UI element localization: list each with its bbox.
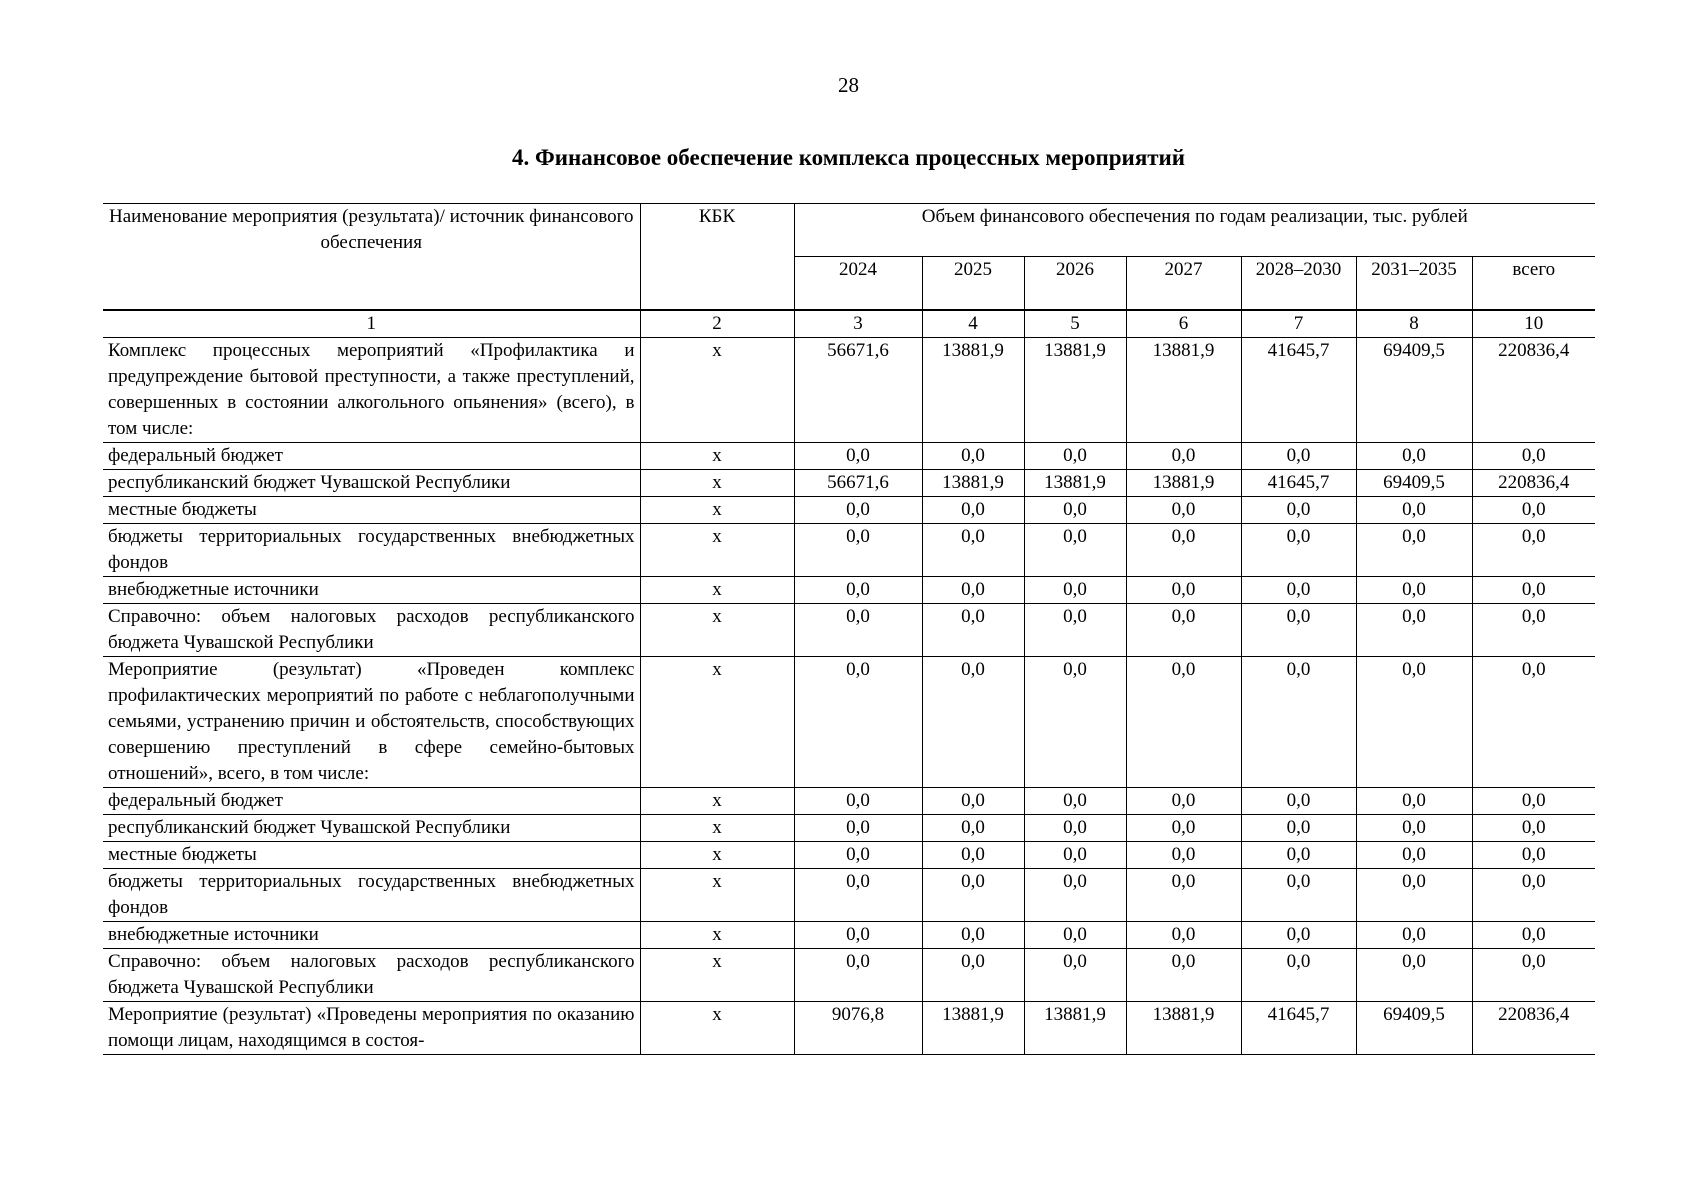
row-value: 0,0 <box>922 577 1024 604</box>
row-value: 0,0 <box>1024 604 1126 657</box>
row-value: 13881,9 <box>1024 1002 1126 1055</box>
table-row <box>103 788 1595 815</box>
row-value: 0,0 <box>1472 949 1595 1002</box>
row-value: 0,0 <box>1472 922 1595 949</box>
row-value: 0,0 <box>1126 577 1241 604</box>
row-value: 0,0 <box>922 604 1024 657</box>
row-value: 0,0 <box>1241 949 1356 1002</box>
table-row <box>103 922 1595 949</box>
row-value: 69409,5 <box>1356 1002 1472 1055</box>
row-value: 0,0 <box>1356 949 1472 1002</box>
row-value: 0,0 <box>1126 949 1241 1002</box>
row-kbk: x <box>640 470 794 497</box>
row-name: Справочно: объем налоговых расходов республиканского бюджета Чувашской Республики <box>103 949 640 1002</box>
row-value: 69409,5 <box>1356 470 1472 497</box>
row-value: 0,0 <box>922 842 1024 869</box>
row-value: 69409,5 <box>1356 338 1472 443</box>
row-kbk: x <box>640 657 794 788</box>
row-value: 0,0 <box>1472 657 1595 788</box>
row-value: 0,0 <box>1356 869 1472 922</box>
row-value: 0,0 <box>1356 842 1472 869</box>
row-value: 0,0 <box>922 443 1024 470</box>
row-kbk: x <box>640 443 794 470</box>
page-number: 28 <box>838 73 859 97</box>
row-value: 0,0 <box>794 524 922 577</box>
row-kbk: x <box>640 338 794 443</box>
column-number-row <box>103 310 1595 338</box>
row-kbk: x <box>640 524 794 577</box>
row-name: Мероприятие (результат) «Проведены мероприятия по оказанию помощи лицам, находящимся в состоя- <box>103 1002 640 1055</box>
header-name: Наименование мероприятия (результата)/ источник финансового обеспечения <box>103 204 640 311</box>
row-value: 0,0 <box>1472 815 1595 842</box>
row-value: 0,0 <box>922 657 1024 788</box>
section-title: 4. Финансовое обеспечение комплекса процессных мероприятий <box>511 145 1186 170</box>
row-name: местные бюджеты <box>103 497 640 524</box>
row-name: Комплекс процессных мероприятий «Профилактика и предупреждение бытовой преступности, а также преступлений, совершенных в состоянии алкогольного опьянения» (всего), в том числе: <box>103 338 640 443</box>
row-value: 0,0 <box>1024 657 1126 788</box>
row-value: 0,0 <box>794 657 922 788</box>
row-kbk: x <box>640 842 794 869</box>
row-value: 220836,4 <box>1472 470 1595 497</box>
year-2024: 2024 <box>794 257 922 311</box>
table-row <box>103 815 1595 842</box>
row-value: 0,0 <box>794 497 922 524</box>
row-value: 0,0 <box>1024 949 1126 1002</box>
row-value: 0,0 <box>1472 604 1595 657</box>
year-2031-2035: 2031–2035 <box>1356 257 1472 311</box>
row-name: Мероприятие (результат) «Проведен комплекс профилактических мероприятий по работе с неблагополучными семьями, устранению причин и обстоятельств, способствующих совершению преступлений в сфере семейно-бытовых отношений», всего, в том числе: <box>103 657 640 788</box>
row-value: 0,0 <box>1126 869 1241 922</box>
row-name: внебюджетные источники <box>103 577 640 604</box>
row-kbk: x <box>640 577 794 604</box>
table-row <box>103 338 1595 443</box>
table-row <box>103 657 1595 788</box>
row-value: 0,0 <box>1356 815 1472 842</box>
year-total: всего <box>1472 257 1595 311</box>
row-value: 0,0 <box>1472 577 1595 604</box>
row-value: 0,0 <box>1241 842 1356 869</box>
row-value: 13881,9 <box>922 338 1024 443</box>
row-value: 0,0 <box>1241 869 1356 922</box>
row-kbk: x <box>640 815 794 842</box>
row-value: 0,0 <box>1356 443 1472 470</box>
row-value: 56671,6 <box>794 338 922 443</box>
column-number: 2 <box>640 310 794 338</box>
row-value: 0,0 <box>1126 604 1241 657</box>
row-kbk: x <box>640 497 794 524</box>
table-row <box>103 869 1595 922</box>
row-value: 0,0 <box>794 788 922 815</box>
column-number: 10 <box>1472 310 1595 338</box>
row-value: 0,0 <box>794 922 922 949</box>
row-value: 0,0 <box>1356 922 1472 949</box>
row-name: федеральный бюджет <box>103 443 640 470</box>
row-kbk: x <box>640 604 794 657</box>
row-value: 0,0 <box>794 842 922 869</box>
row-value: 13881,9 <box>1024 338 1126 443</box>
row-value: 13881,9 <box>922 470 1024 497</box>
column-number: 8 <box>1356 310 1472 338</box>
year-2025: 2025 <box>922 257 1024 311</box>
table-row <box>103 1002 1595 1055</box>
row-value: 0,0 <box>794 443 922 470</box>
row-value: 0,0 <box>1024 524 1126 577</box>
row-kbk: x <box>640 788 794 815</box>
row-value: 0,0 <box>1356 788 1472 815</box>
row-value: 0,0 <box>922 497 1024 524</box>
row-name: республиканский бюджет Чувашской Республики <box>103 470 640 497</box>
table-row <box>103 604 1595 657</box>
row-value: 0,0 <box>922 922 1024 949</box>
row-value: 0,0 <box>1356 604 1472 657</box>
row-value: 0,0 <box>1356 657 1472 788</box>
row-kbk: x <box>640 949 794 1002</box>
table-row <box>103 577 1595 604</box>
column-number: 3 <box>794 310 922 338</box>
row-value: 13881,9 <box>1126 470 1241 497</box>
table-row <box>103 470 1595 497</box>
row-kbk: x <box>640 869 794 922</box>
row-value: 0,0 <box>922 788 1024 815</box>
row-value: 41645,7 <box>1241 338 1356 443</box>
row-value: 41645,7 <box>1241 470 1356 497</box>
row-value: 0,0 <box>1356 524 1472 577</box>
row-name: внебюджетные источники <box>103 922 640 949</box>
row-name: Справочно: объем налоговых расходов республиканского бюджета Чувашской Республики <box>103 604 640 657</box>
row-value: 9076,8 <box>794 1002 922 1055</box>
row-value: 0,0 <box>1241 788 1356 815</box>
row-value: 0,0 <box>1024 788 1126 815</box>
row-value: 13881,9 <box>1126 338 1241 443</box>
row-value: 0,0 <box>922 949 1024 1002</box>
table-row <box>103 524 1595 577</box>
row-value: 0,0 <box>1472 788 1595 815</box>
row-value: 0,0 <box>1126 497 1241 524</box>
row-value: 0,0 <box>1241 497 1356 524</box>
row-value: 0,0 <box>1241 922 1356 949</box>
year-2026: 2026 <box>1024 257 1126 311</box>
column-number: 7 <box>1241 310 1356 338</box>
row-value: 0,0 <box>1472 497 1595 524</box>
row-name: республиканский бюджет Чувашской Республики <box>103 815 640 842</box>
row-value: 0,0 <box>1024 869 1126 922</box>
row-value: 0,0 <box>1241 604 1356 657</box>
row-value: 0,0 <box>1024 577 1126 604</box>
column-number: 6 <box>1126 310 1241 338</box>
row-value: 0,0 <box>1024 443 1126 470</box>
column-number: 4 <box>922 310 1024 338</box>
column-number: 1 <box>103 310 640 338</box>
financing-table <box>103 203 1595 1055</box>
row-kbk: x <box>640 922 794 949</box>
header-volume: Объем финансового обеспечения по годам реализации, тыс. рублей <box>794 204 1595 257</box>
row-value: 0,0 <box>1356 497 1472 524</box>
table-row <box>103 842 1595 869</box>
table-row <box>103 443 1595 470</box>
row-value: 0,0 <box>794 815 922 842</box>
row-value: 0,0 <box>1241 524 1356 577</box>
row-value: 0,0 <box>794 577 922 604</box>
row-value: 0,0 <box>1472 869 1595 922</box>
row-value: 0,0 <box>1126 815 1241 842</box>
row-value: 0,0 <box>1126 922 1241 949</box>
row-value: 0,0 <box>1472 842 1595 869</box>
row-value: 56671,6 <box>794 470 922 497</box>
row-value: 0,0 <box>1241 443 1356 470</box>
row-value: 0,0 <box>922 815 1024 842</box>
row-value: 0,0 <box>1024 842 1126 869</box>
row-value: 0,0 <box>1241 657 1356 788</box>
row-value: 0,0 <box>1126 842 1241 869</box>
header-kbk: КБК <box>640 204 794 311</box>
year-2028-2030: 2028–2030 <box>1241 257 1356 311</box>
row-value: 0,0 <box>794 869 922 922</box>
row-value: 41645,7 <box>1241 1002 1356 1055</box>
row-value: 13881,9 <box>922 1002 1024 1055</box>
row-value: 220836,4 <box>1472 1002 1595 1055</box>
row-value: 0,0 <box>922 524 1024 577</box>
row-name: местные бюджеты <box>103 842 640 869</box>
row-value: 0,0 <box>1472 443 1595 470</box>
row-value: 0,0 <box>1241 815 1356 842</box>
row-value: 0,0 <box>1126 524 1241 577</box>
row-name: бюджеты территориальных государственных внебюджетных фондов <box>103 524 640 577</box>
header-row <box>103 204 1595 257</box>
row-value: 0,0 <box>1126 657 1241 788</box>
row-value: 0,0 <box>1472 524 1595 577</box>
row-value: 0,0 <box>1024 922 1126 949</box>
row-value: 0,0 <box>1126 443 1241 470</box>
row-name: бюджеты территориальных государственных внебюджетных фондов <box>103 869 640 922</box>
row-name: федеральный бюджет <box>103 788 640 815</box>
year-2027: 2027 <box>1126 257 1241 311</box>
row-value: 220836,4 <box>1472 338 1595 443</box>
table-row <box>103 949 1595 1002</box>
row-value: 0,0 <box>1241 577 1356 604</box>
row-kbk: x <box>640 1002 794 1055</box>
column-number: 5 <box>1024 310 1126 338</box>
row-value: 0,0 <box>794 604 922 657</box>
table-row <box>103 497 1595 524</box>
row-value: 0,0 <box>922 869 1024 922</box>
row-value: 0,0 <box>794 949 922 1002</box>
row-value: 13881,9 <box>1126 1002 1241 1055</box>
row-value: 0,0 <box>1024 815 1126 842</box>
row-value: 0,0 <box>1126 788 1241 815</box>
row-value: 0,0 <box>1356 577 1472 604</box>
row-value: 0,0 <box>1024 497 1126 524</box>
row-value: 13881,9 <box>1024 470 1126 497</box>
